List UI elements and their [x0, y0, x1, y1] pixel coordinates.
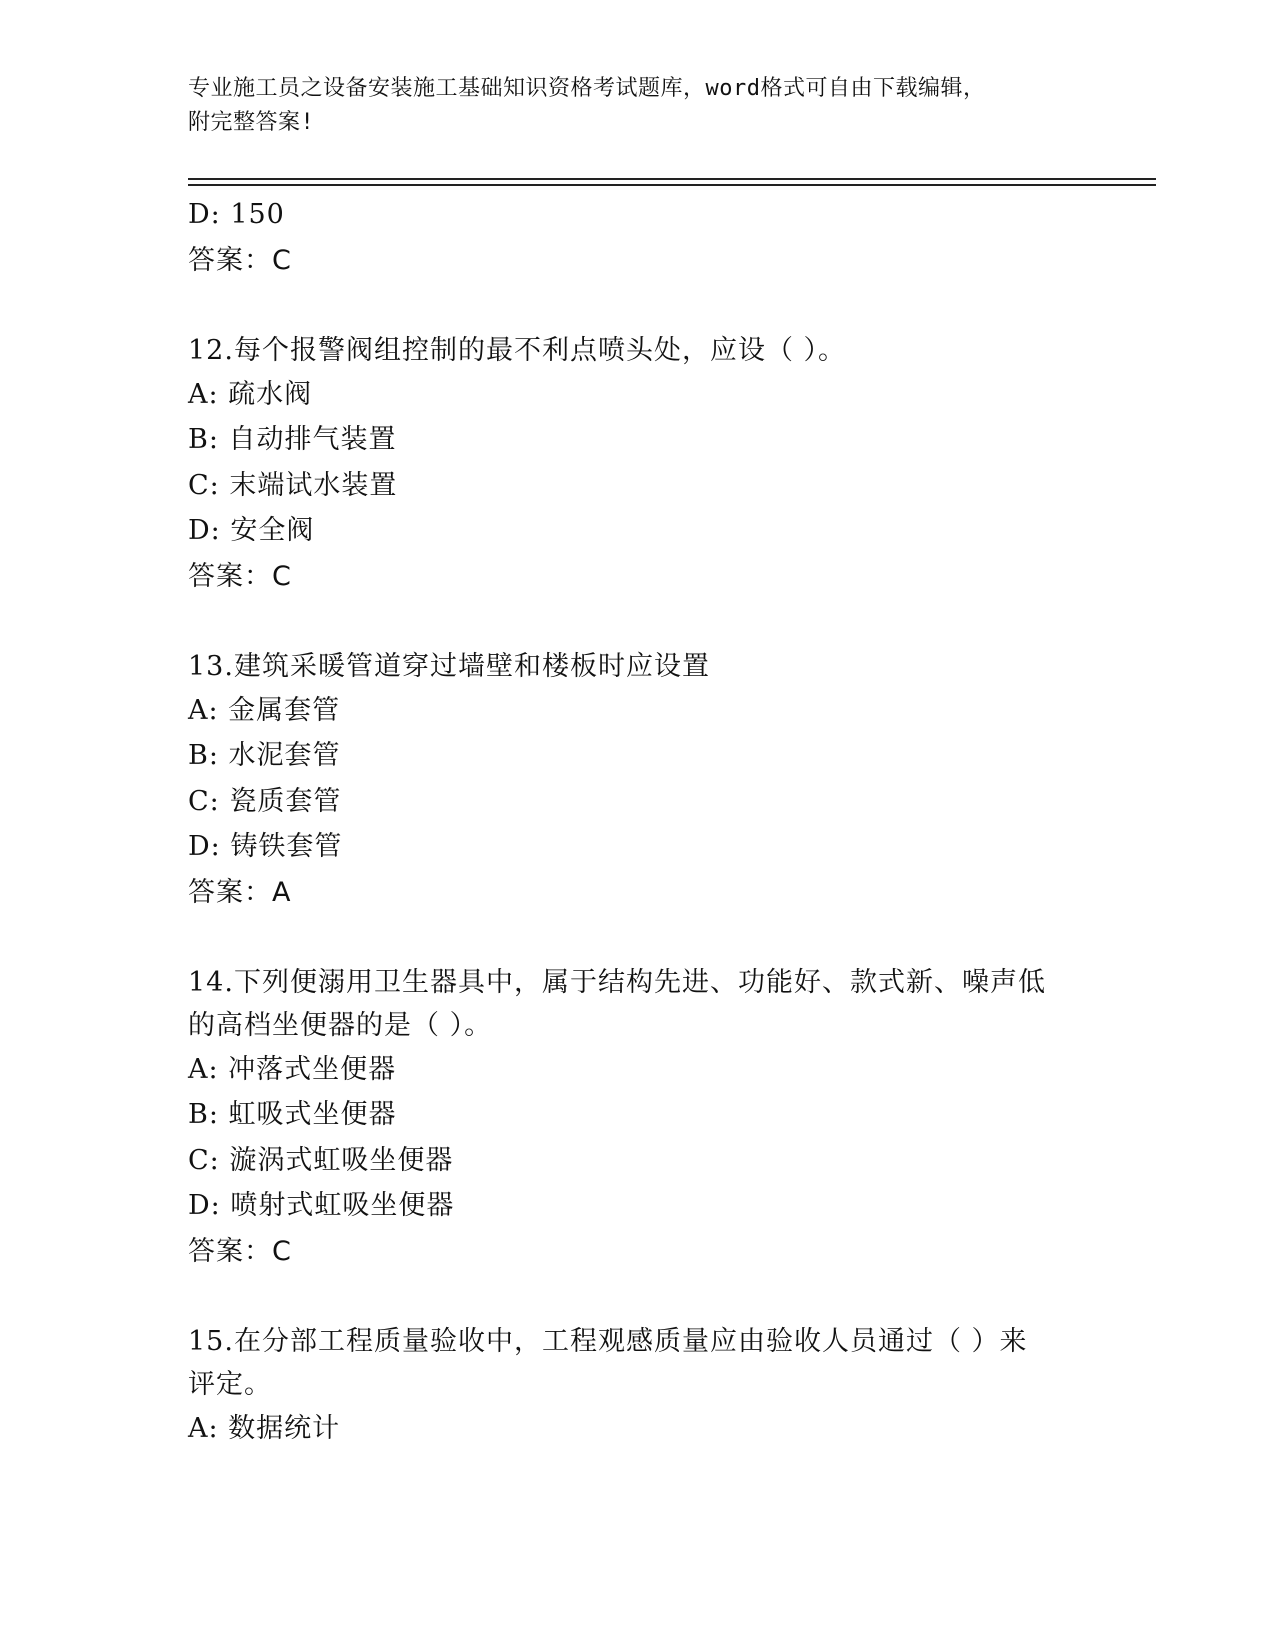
spacer — [188, 915, 1088, 961]
question-15 — [188, 1320, 1088, 1452]
answer-line: 答案：A — [188, 876, 292, 908]
option-d: D: 喷射式虹吸坐便器 — [188, 1190, 455, 1221]
option-c: C: 漩涡式虹吸坐便器 — [188, 1144, 454, 1176]
question-text-line-2: 评定。 — [188, 1368, 272, 1400]
option-d: D: 安全阀 — [188, 515, 315, 546]
question-text-line-1: 每个报警阀组控制的最不利点喷头处，应设（ ）。 — [233, 334, 847, 366]
question-list — [188, 192, 1088, 1451]
option-c: C: 瓷质套管 — [188, 785, 342, 817]
header-divider-top — [188, 178, 1156, 180]
previous-question-tail — [188, 192, 1088, 283]
option-a: A: 疏水阀 — [188, 378, 313, 410]
question-text-line-2: 的高档坐便器的是（ ）。 — [188, 1009, 493, 1041]
option-c: C: 末端试水装置 — [188, 469, 398, 501]
document-header — [188, 72, 1088, 140]
option-d: D: 150 — [188, 199, 285, 230]
option-d: D: 铸铁套管 — [188, 831, 343, 862]
question-14 — [188, 961, 1088, 1274]
question-text-line-1: 在分部工程质量验收中，工程观感质量应由验收人员通过（ ）来 — [233, 1325, 1028, 1357]
question-text-line-1: 下列便溺用卫生器具中，属于结构先进、功能好、款式新、噪声低 — [233, 966, 1046, 998]
option-a: A: 冲落式坐便器 — [188, 1053, 397, 1085]
header-line-2: 附完整答案! — [188, 110, 315, 135]
question-number: 15. — [188, 1325, 234, 1357]
header-line-1: 专业施工员之设备安装施工基础知识资格考试题库，word格式可自由下载编辑， — [188, 76, 986, 101]
question-text-line-1: 建筑采暖管道穿过墙壁和楼板时应设置 — [233, 650, 710, 682]
spacer — [188, 1274, 1088, 1320]
question-number: 14. — [188, 966, 234, 998]
question-text — [188, 329, 1088, 372]
question-text — [188, 1320, 1088, 1363]
option-b: B: 虹吸式坐便器 — [188, 1099, 397, 1130]
spacer — [188, 283, 1088, 329]
answer-line: 答案：C — [188, 1235, 292, 1267]
option-a: A: 金属套管 — [188, 694, 341, 726]
question-number: 13. — [188, 650, 234, 682]
option-a: A: 数据统计 — [188, 1412, 341, 1444]
answer-line: 答案：C — [188, 244, 292, 276]
question-text — [188, 645, 1088, 688]
question-number: 12. — [188, 334, 234, 366]
answer-line: 答案：C — [188, 560, 292, 592]
question-13 — [188, 645, 1088, 915]
option-b: B: 自动排气装置 — [188, 424, 397, 455]
option-b: B: 水泥套管 — [188, 740, 341, 771]
question-12 — [188, 329, 1088, 599]
spacer — [188, 599, 1088, 645]
question-text — [188, 961, 1088, 1004]
header-divider-bottom — [188, 184, 1156, 186]
